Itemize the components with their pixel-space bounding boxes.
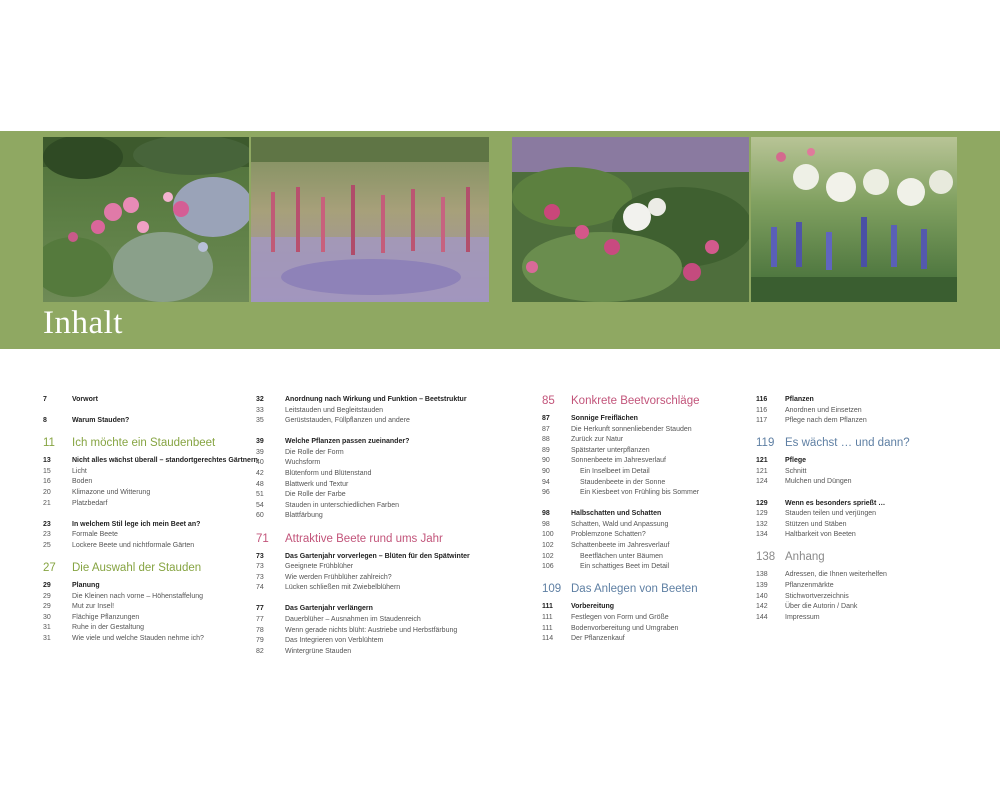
- toc-entry: [43, 541, 258, 552]
- entry-title: Wuchsform: [285, 459, 321, 467]
- entry-title: Beetflächen unter Bäumen: [580, 552, 663, 560]
- entry-title: Lockere Beete und nichtformale Gärten: [72, 541, 195, 549]
- chapter-page-number: 109: [542, 583, 562, 596]
- entry-title: Stauden teilen und verjüngen: [785, 510, 877, 518]
- toc-entry: [43, 592, 258, 603]
- page-number: 87: [542, 425, 550, 433]
- page-number: 40: [256, 459, 264, 467]
- page-number: 134: [756, 531, 768, 539]
- toc-entry: [43, 467, 258, 478]
- entry-title: Der Pflanzenkauf: [571, 635, 625, 643]
- entry-title: Anordnung nach Wirkung und Funktion – Beetstruktur: [285, 396, 467, 403]
- toc-entry: [43, 613, 258, 624]
- page-number: 138: [756, 571, 768, 579]
- page-number: 142: [756, 603, 768, 611]
- toc-chapter: [756, 552, 910, 567]
- entry-title: Anordnen und Einsetzen: [785, 406, 862, 414]
- toc-entry: [256, 573, 470, 584]
- toc-entry: [542, 425, 700, 436]
- page-number: 32: [256, 396, 264, 403]
- toc-entry: [542, 552, 700, 563]
- page-number: 42: [256, 470, 264, 478]
- entry-title: Über die Autorin / Dank: [785, 603, 858, 611]
- toc-entry: [256, 406, 470, 417]
- page-number: 33: [256, 406, 264, 414]
- entry-title: Formale Beete: [72, 531, 118, 539]
- toc-entry: [256, 480, 470, 491]
- entry-title: Ruhe in der Gestaltung: [72, 624, 144, 632]
- chapter-page-number: 27: [43, 561, 56, 574]
- page-number: 116: [756, 406, 768, 414]
- toc-spacer: [542, 573, 700, 584]
- page-number: 111: [542, 613, 553, 621]
- toc-entry: [542, 435, 700, 446]
- page-number: 114: [542, 635, 554, 643]
- toc-entry: [756, 416, 910, 427]
- toc-section: [43, 395, 258, 406]
- toc-entry: [542, 562, 700, 573]
- chapter-title: Anhang: [785, 551, 825, 564]
- photo-spring-bed: [512, 137, 749, 302]
- entry-title: Die Rolle der Form: [285, 448, 344, 456]
- entry-title: Sonnenbeete im Jahresverlauf: [571, 457, 666, 465]
- chapter-title: Attraktive Beete rund ums Jahr: [285, 532, 443, 545]
- toc-chapter: [43, 438, 258, 453]
- toc-section: [756, 456, 910, 467]
- page-number: 73: [256, 552, 264, 560]
- entry-title: Blütenform und Blütenstand: [285, 470, 372, 478]
- toc-entry: [756, 520, 910, 531]
- page-number: 87: [542, 415, 550, 422]
- entry-title: Vorwort: [72, 396, 98, 403]
- chapter-page-number: 85: [542, 395, 555, 407]
- toc-section: [256, 437, 470, 448]
- page-number: 16: [43, 478, 51, 486]
- entry-title: Planung: [72, 581, 100, 589]
- entry-title: Klimazone und Witterung: [72, 488, 151, 496]
- chapter-title: Konkrete Beetvorschläge: [571, 395, 700, 407]
- entry-title: Stützen und Stäben: [785, 520, 847, 528]
- entry-title: Flächige Pflanzungen: [72, 613, 140, 621]
- entry-title: Schattenbeete im Jahresverlauf: [571, 542, 670, 550]
- photo-alliums: [751, 137, 957, 302]
- page-number: 77: [256, 605, 264, 613]
- entry-title: Wenn es besonders sprießt …: [785, 499, 886, 507]
- page-number: 25: [43, 541, 51, 549]
- toc-chapter: [542, 584, 700, 599]
- entry-title: Mulchen und Düngen: [785, 478, 852, 486]
- toc-entry: [256, 448, 470, 459]
- page-number: 121: [756, 457, 768, 465]
- page-number: 51: [256, 491, 264, 499]
- toc-entry: [256, 416, 470, 427]
- page-number: 82: [256, 647, 264, 655]
- toc-spacer: [43, 509, 258, 520]
- toc-column-3: [542, 395, 700, 645]
- page-number: 117: [756, 417, 768, 425]
- toc-spacer: [43, 406, 258, 417]
- toc-entry: [43, 602, 258, 613]
- toc-spacer: [256, 427, 470, 438]
- entry-title: Vorbereitung: [571, 603, 615, 611]
- toc-section: [756, 395, 910, 406]
- toc-entry: [756, 570, 910, 581]
- photo-grasses-bed: [251, 137, 489, 302]
- page-number: 29: [43, 603, 51, 611]
- entry-title: Nicht alles wächst überall – standortgerechtes Gärtnern: [72, 457, 258, 465]
- toc-section: [756, 499, 910, 510]
- page-number: 15: [43, 467, 51, 475]
- toc-entry: [756, 477, 910, 488]
- entry-title: Platzbedarf: [72, 499, 108, 507]
- toc-entry: [542, 467, 700, 478]
- toc-spacer: [756, 541, 910, 552]
- page-number: 90: [542, 457, 550, 465]
- toc-entry: [256, 647, 470, 658]
- page-number: 20: [43, 488, 51, 496]
- entry-title: Wie viele und welche Stauden nehme ich?: [72, 634, 204, 642]
- chapter-page-number: 71: [256, 532, 269, 545]
- entry-title: Ein Inselbeet im Detail: [580, 467, 650, 475]
- page-number: 23: [43, 520, 51, 528]
- toc-spacer: [43, 551, 258, 562]
- toc-entry: [256, 562, 470, 573]
- toc-entry: [256, 626, 470, 637]
- page-number: 73: [256, 563, 264, 571]
- entry-title: Schatten, Wald und Anpassung: [571, 520, 669, 528]
- page-number: 121: [756, 467, 768, 475]
- entry-title: Gerüststauden, Füllpflanzen und andere: [285, 417, 410, 425]
- page-number: 124: [756, 478, 768, 486]
- toc-column-4: [756, 395, 910, 623]
- page-number: 129: [756, 499, 768, 507]
- entry-title: Bodenvorbereitung und Umgraben: [571, 624, 679, 632]
- page-number: 31: [43, 634, 51, 642]
- entry-title: Das Gartenjahr verlängern: [285, 605, 373, 613]
- toc-entry: [542, 488, 700, 499]
- chapter-title: Die Auswahl der Stauden: [72, 561, 202, 574]
- entry-title: Die Herkunft sonnenliebender Stauden: [571, 425, 692, 433]
- toc-spacer: [756, 488, 910, 499]
- chapter-title: Es wächst … und dann?: [785, 437, 910, 450]
- entry-title: Boden: [72, 478, 93, 486]
- page-number: 31: [43, 624, 51, 632]
- entry-title: Pflege nach dem Pflanzen: [785, 417, 867, 425]
- page-number: 98: [542, 510, 550, 518]
- entry-title: Das Gartenjahr vorverlegen – Blüten für den Spätwinter: [285, 552, 470, 560]
- photo-lilies-bed: [43, 137, 249, 302]
- entry-title: Halbschatten und Schatten: [571, 510, 662, 518]
- toc-entry: [542, 530, 700, 541]
- page-number: 79: [256, 637, 264, 645]
- toc-section: [256, 395, 470, 406]
- page-number: 30: [43, 613, 51, 621]
- chapter-page-number: 138: [756, 551, 776, 564]
- page-number: 132: [756, 520, 768, 528]
- toc-entry: [542, 456, 700, 467]
- page-number: 13: [43, 457, 51, 465]
- chapter-title: Das Anlegen von Beeten: [571, 583, 698, 596]
- entry-title: Zurück zur Natur: [571, 436, 624, 444]
- entry-title: Festlegen von Form und Größe: [571, 613, 669, 621]
- entry-title: Pflanzenmärkte: [785, 582, 834, 590]
- toc-column-2: [256, 395, 470, 657]
- chapter-title: Ich möchte ein Staudenbeet: [72, 437, 216, 450]
- chapter-page-number: 11: [43, 437, 55, 450]
- page-number: 60: [256, 512, 264, 520]
- toc-section: [256, 604, 470, 615]
- toc-spacer: [542, 499, 700, 510]
- toc-entry: [43, 477, 258, 488]
- toc-entry: [756, 602, 910, 613]
- entry-title: Wie werden Frühblüher zahlreich?: [285, 573, 392, 581]
- toc-entry: [542, 624, 700, 635]
- entry-title: Adressen, die Ihnen weiterhelfen: [785, 571, 887, 579]
- toc-spacer: [43, 427, 258, 438]
- entry-title: Geeignete Frühblüher: [285, 563, 354, 571]
- page-number: 77: [256, 616, 264, 623]
- page-number: 8: [43, 417, 47, 425]
- page-number: 21: [43, 499, 51, 507]
- toc-chapter: [43, 563, 258, 578]
- toc-entry: [43, 499, 258, 510]
- toc-entry: [542, 613, 700, 624]
- page-number: 111: [542, 624, 553, 632]
- entry-title: Ein schattiges Beet im Detail: [580, 563, 670, 571]
- page-number: 102: [542, 542, 554, 550]
- toc-section: [542, 509, 700, 520]
- page-number: 96: [542, 489, 550, 497]
- entry-title: Das Integrieren von Verblühtem: [285, 637, 384, 645]
- page-number: 94: [542, 478, 550, 486]
- toc-entry: [756, 509, 910, 520]
- toc-spacer: [256, 594, 470, 605]
- toc-entry: [256, 511, 470, 522]
- toc-entry: [43, 530, 258, 541]
- entry-title: Die Rolle der Farbe: [285, 491, 346, 499]
- page-number: 98: [542, 520, 550, 528]
- entry-title: Blattwerk und Textur: [285, 480, 349, 488]
- page-number: 54: [256, 501, 264, 509]
- page-number: 23: [43, 531, 51, 539]
- page-title: Inhalt: [43, 305, 123, 341]
- page-number: 39: [256, 448, 264, 456]
- entry-title: In welchem Stil lege ich mein Beet an?: [72, 520, 201, 528]
- entry-title: Problemzone Schatten?: [571, 531, 646, 539]
- entry-title: Warum Stauden?: [72, 417, 130, 425]
- entry-title: Mut zur Insel!: [72, 603, 115, 611]
- toc-entry: [756, 592, 910, 603]
- entry-title: Pflege: [785, 457, 807, 465]
- toc-section: [43, 416, 258, 427]
- toc-chapter: [256, 534, 470, 549]
- toc-entry: [542, 634, 700, 645]
- entry-title: Blattfärbung: [285, 512, 323, 520]
- toc-section: [542, 602, 700, 613]
- toc-entry: [256, 469, 470, 480]
- page-number: 111: [542, 603, 553, 611]
- entry-title: Licht: [72, 467, 87, 475]
- page-number: 116: [756, 396, 768, 403]
- entry-title: Staudenbeete in der Sonne: [580, 478, 666, 486]
- page-number: 90: [542, 467, 550, 475]
- toc-entry: [256, 583, 470, 594]
- toc-entry: [43, 623, 258, 634]
- entry-title: Sonnige Freiflächen: [571, 415, 638, 422]
- toc-spacer: [256, 522, 470, 533]
- entry-title: Haltbarkeit von Beeten: [785, 531, 856, 539]
- page-number: 7: [43, 396, 47, 403]
- toc-entry: [256, 636, 470, 647]
- entry-title: Leitstauden und Begleitstauden: [285, 406, 384, 414]
- page-number: 48: [256, 480, 264, 488]
- toc-chapter: [542, 396, 700, 411]
- toc-entry: [256, 501, 470, 512]
- toc-entry: [756, 467, 910, 478]
- toc-entry: [542, 541, 700, 552]
- toc-column-1: [43, 395, 258, 645]
- toc-entry: [542, 478, 700, 489]
- page-number: 144: [756, 613, 768, 621]
- toc-entry: [542, 520, 700, 531]
- page-number: 74: [256, 584, 264, 592]
- page-number: 129: [756, 510, 768, 518]
- page-number: 89: [542, 446, 550, 454]
- page-number: 139: [756, 582, 768, 590]
- toc-spacer: [756, 427, 910, 438]
- toc-section: [542, 414, 700, 425]
- page-number: 106: [542, 563, 554, 571]
- toc-entry: [756, 613, 910, 624]
- page-number: 29: [43, 581, 51, 589]
- page-number: 73: [256, 573, 264, 581]
- toc-entry: [256, 458, 470, 469]
- entry-title: Dauerblüher – Ausnahmen im Staudenreich: [285, 616, 421, 623]
- entry-title: Spätstarter unterpflanzen: [571, 446, 650, 454]
- entry-title: Schnitt: [785, 467, 807, 475]
- page-number: 78: [256, 626, 264, 634]
- chapter-page-number: 119: [756, 437, 775, 450]
- entry-title: Pflanzen: [785, 396, 814, 403]
- page-number: 29: [43, 592, 51, 600]
- toc-entry: [756, 581, 910, 592]
- page-number: 102: [542, 552, 554, 560]
- toc-section: [43, 581, 258, 592]
- toc-section: [43, 456, 258, 467]
- entry-title: Lücken schließen mit Zwiebelblühern: [285, 584, 401, 592]
- toc-entry: [542, 446, 700, 457]
- page-number: 100: [542, 531, 554, 539]
- entry-title: Ein Kiesbeet von Frühling bis Sommer: [580, 489, 700, 497]
- toc-entry: [756, 406, 910, 417]
- entry-title: Stichwortverzeichnis: [785, 592, 849, 600]
- toc-entry: [256, 490, 470, 501]
- page-number: 39: [256, 438, 264, 446]
- page-number: 140: [756, 592, 768, 600]
- entry-title: Die Kleinen nach vorne – Höhenstaffelung: [72, 592, 204, 600]
- toc-chapter: [756, 438, 910, 453]
- entry-title: Wintergrüne Stauden: [285, 647, 352, 655]
- toc-entry: [43, 488, 258, 499]
- toc-section: [43, 520, 258, 531]
- toc-entry: [756, 530, 910, 541]
- toc-entry: [256, 615, 470, 626]
- entry-title: Wenn gerade nichts blüht: Austriebe und Herbstfärbung: [285, 626, 458, 634]
- entry-title: Welche Pflanzen passen zueinander?: [285, 438, 410, 446]
- entry-title: Impressum: [785, 613, 820, 621]
- toc-entry: [43, 634, 258, 645]
- page-number: 88: [542, 436, 550, 444]
- page-number: 35: [256, 417, 264, 425]
- entry-title: Stauden in unterschiedlichen Farben: [285, 501, 400, 509]
- toc-section: [256, 552, 470, 563]
